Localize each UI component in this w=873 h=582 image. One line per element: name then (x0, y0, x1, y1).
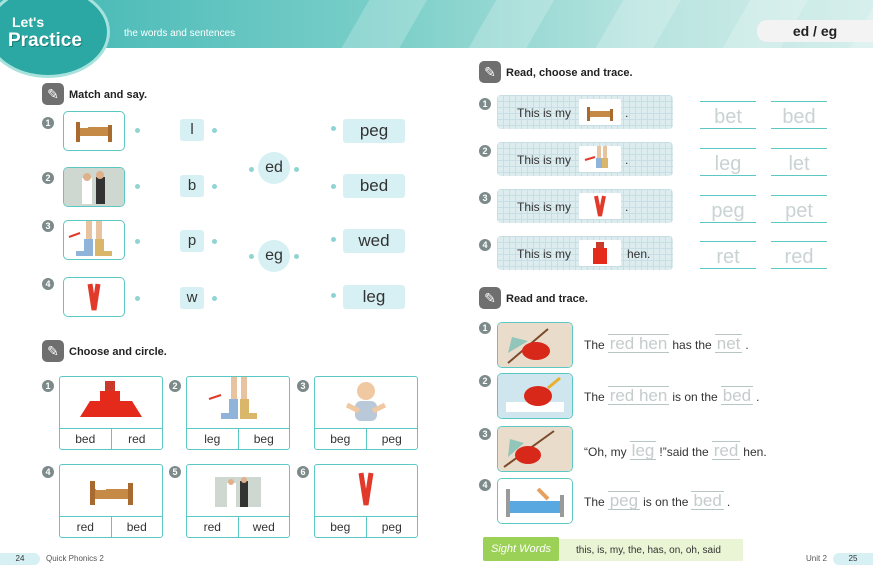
letter-box: b (180, 175, 204, 197)
item-number: 4 (42, 278, 54, 290)
sentence-part: has the (672, 338, 712, 352)
sentence-part: is on the (672, 390, 718, 404)
footer-unit: Unit 2 (806, 554, 827, 563)
sight-words-label: Sight Words (483, 537, 559, 561)
sentence-part: . (726, 495, 731, 509)
item-number: 3 (479, 192, 491, 204)
card-number: 5 (169, 466, 181, 478)
item-number: 2 (479, 145, 491, 157)
unit-tag: ed / eg (757, 20, 873, 42)
pencil-icon: ✎ (479, 287, 501, 309)
peg-bed-picture (497, 478, 573, 524)
header-subtitle: the words and sentences (124, 28, 236, 39)
sentence-end: . (625, 106, 629, 120)
letter-box: w (180, 287, 204, 309)
choice-option[interactable]: beg (238, 429, 290, 449)
badge-title-line1: Let's (12, 14, 45, 30)
card-number: 2 (169, 380, 181, 392)
match-dot[interactable] (294, 254, 299, 259)
trace-word[interactable]: peg (609, 491, 639, 510)
trace-word[interactable]: peg (700, 195, 756, 223)
sentence-text: This is my (517, 247, 571, 261)
match-title: Match and say. (69, 89, 148, 101)
item-number: 2 (479, 375, 491, 387)
trace-word[interactable]: leg (700, 148, 756, 176)
item-number: 4 (479, 479, 491, 491)
page-number-right: 25 (833, 553, 873, 565)
match-dot[interactable] (331, 237, 336, 242)
leg-picture (579, 146, 621, 172)
trace-word[interactable]: bed (722, 386, 752, 405)
item-number: 2 (42, 172, 54, 184)
match-dot[interactable] (331, 184, 336, 189)
bed-picture (579, 99, 621, 125)
wedding-picture (63, 167, 125, 207)
sentence-box (497, 95, 673, 129)
pencil-icon: ✎ (42, 83, 64, 105)
choice-option[interactable]: bed (111, 517, 163, 537)
item-number: 3 (42, 220, 54, 232)
sight-words-list: this, is, my, the, has, on, oh, said (576, 545, 721, 556)
card-number: 6 (297, 466, 309, 478)
letter-box: l (180, 119, 204, 141)
match-dot[interactable] (212, 239, 217, 244)
hen-bed-picture (497, 373, 573, 419)
match-dot[interactable] (135, 296, 140, 301)
trace-word[interactable]: pet (771, 195, 827, 223)
choice-card (59, 376, 163, 450)
match-dot[interactable] (135, 128, 140, 133)
choice-option[interactable]: bed (75, 432, 96, 446)
sentence-line (584, 386, 759, 405)
sentence-box (497, 142, 673, 176)
sentence-line (584, 491, 730, 510)
match-dot[interactable] (331, 126, 336, 131)
match-dot[interactable] (294, 167, 299, 172)
card-number: 4 (42, 466, 54, 478)
item-number: 4 (479, 239, 491, 251)
sentence-end: . (625, 200, 629, 214)
choice-option[interactable]: leg (204, 432, 221, 446)
letter-box: p (180, 230, 204, 252)
choice-card (314, 464, 418, 538)
sentence-part: hen. (743, 445, 767, 459)
footer-book-title: Quick Phonics 2 (46, 554, 104, 563)
sentence-part: “Oh, my (584, 445, 627, 459)
item-number: 1 (479, 322, 491, 334)
hen-leg-picture (497, 426, 573, 472)
trace-word[interactable]: red hen (609, 334, 668, 353)
card-number: 1 (42, 380, 54, 392)
bed-picture (63, 111, 125, 151)
match-dot[interactable] (135, 239, 140, 244)
sentence-part: is on the (643, 495, 689, 509)
match-dot[interactable] (212, 184, 217, 189)
leg-picture (63, 220, 125, 260)
item-number: 1 (479, 98, 491, 110)
word-box: peg (343, 119, 405, 143)
sentence-part: The (584, 390, 605, 404)
choice-card (59, 464, 163, 538)
rct-title: Read, choose and trace. (506, 67, 633, 79)
sentence-box (497, 189, 673, 223)
sentence-part: The (584, 338, 605, 352)
sentence-line (584, 334, 749, 353)
sentence-part: . (756, 390, 760, 404)
choice-card (186, 464, 290, 538)
card-number: 3 (297, 380, 309, 392)
match-dot[interactable] (135, 184, 140, 189)
trace-word[interactable]: ret (700, 241, 756, 269)
badge-title-line2: Practice (8, 30, 82, 51)
peg-picture (579, 193, 621, 219)
trace-word[interactable]: net (716, 334, 741, 353)
chimney-picture (579, 240, 621, 266)
sentence-end: hen. (627, 247, 651, 261)
choice-option[interactable]: beg (330, 520, 351, 534)
choose-title: Choose and circle. (69, 346, 167, 358)
trace-word[interactable]: leg (631, 441, 655, 460)
match-dot[interactable] (212, 128, 217, 133)
choice-option[interactable]: red (203, 520, 221, 534)
sentence-text: This is my (517, 153, 571, 167)
choice-option[interactable]: red (76, 520, 94, 534)
match-dot[interactable] (249, 167, 254, 172)
sentence-part: The (584, 495, 605, 509)
sentence-part: . (745, 338, 749, 352)
word-box: leg (343, 285, 405, 309)
choice-card (314, 376, 418, 450)
trace-word[interactable]: red (771, 241, 827, 269)
rt-title: Read and trace. (506, 293, 588, 305)
match-dot[interactable] (212, 296, 217, 301)
page-number-left: 24 (0, 553, 40, 565)
choice-option[interactable]: red (111, 429, 163, 449)
sentence-part: !”said the (659, 445, 709, 459)
hen-net-picture (497, 322, 573, 368)
choice-option[interactable]: wed (238, 517, 290, 537)
item-number: 1 (42, 117, 54, 129)
sentence-line (584, 441, 767, 460)
item-number: 3 (479, 428, 491, 440)
trace-word[interactable]: bet (700, 101, 756, 129)
match-dot[interactable] (249, 254, 254, 259)
match-dot[interactable] (331, 293, 336, 298)
ending-circle: eg (258, 240, 290, 272)
choice-option[interactable]: beg (330, 432, 351, 446)
choice-card (186, 376, 290, 450)
ending-circle: ed (258, 152, 290, 184)
sentence-text: This is my (517, 200, 571, 214)
trace-word[interactable]: bed (771, 101, 827, 129)
trace-word[interactable]: bed (693, 491, 722, 510)
trace-word[interactable]: red hen (609, 386, 668, 405)
choice-option[interactable]: peg (366, 517, 418, 537)
sentence-text: This is my (517, 106, 571, 120)
peg-picture (63, 277, 125, 317)
trace-word[interactable]: let (771, 148, 827, 176)
choice-option[interactable]: peg (366, 429, 418, 449)
pencil-icon: ✎ (42, 340, 64, 362)
trace-word[interactable]: red (713, 441, 739, 460)
word-box: bed (343, 174, 405, 198)
word-box: wed (343, 229, 405, 253)
pencil-icon: ✎ (479, 61, 501, 83)
sentence-end: . (625, 153, 629, 167)
sentence-box (497, 236, 673, 270)
